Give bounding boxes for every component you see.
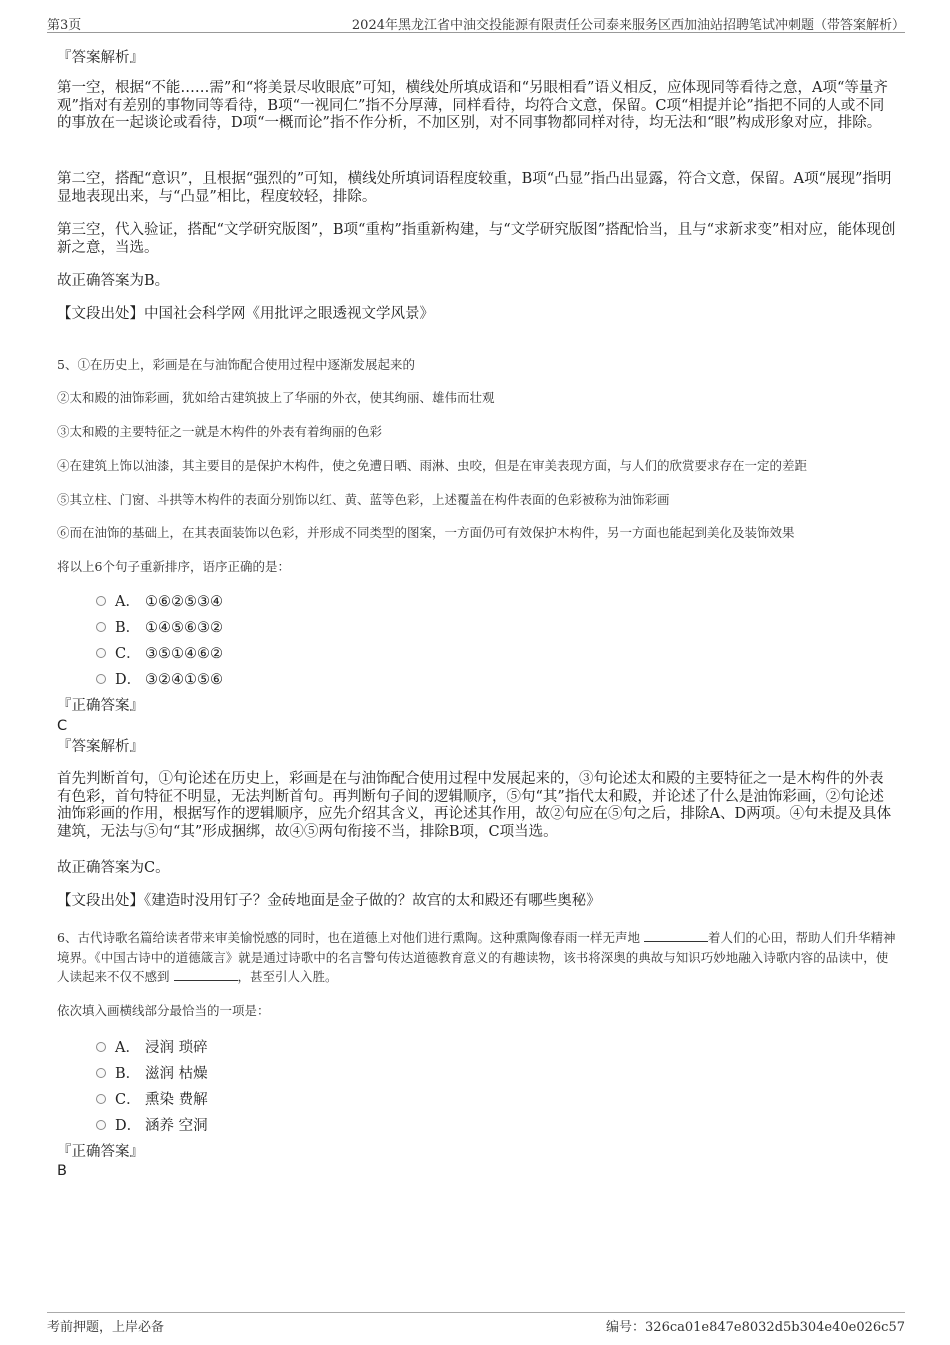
radio-icon[interactable] — [96, 1094, 106, 1104]
radio-icon[interactable] — [96, 596, 106, 606]
q4-conclusion: 故正确答案为B。 — [57, 273, 170, 289]
radio-icon[interactable] — [96, 1120, 106, 1130]
radio-icon[interactable] — [96, 648, 106, 658]
radio-icon[interactable] — [96, 622, 106, 632]
q5-sentence-5: ⑤其立柱、门窗、斗拱等木构件的表面分别饰以红、黄、蓝等色彩，上述覆盖在构件表面的色彩被称为油饰彩画 — [57, 492, 670, 507]
document-title: 2024年黑龙江省中油交投能源有限责任公司泰来服务区西加油站招聘笔试冲刺题（带答案解析） — [351, 18, 905, 33]
q6-stem: 6、古代诗歌名篇给读者带来审美愉悦感的同时，也在道德上对他们进行熏陶。这种熏陶像春雨一样无声地 着人们的心田，帮助人们升华精神境界。《中国古诗中的道德箴言》就是通过诗歌中的名言警句传达道德教育意义的有趣读物，该书将深奥的典故与知识巧妙地融入诗歌内容的品读中，使人读起来不仅不感到 ，甚至引人入胜。 — [57, 930, 896, 984]
document-id: 编号：326ca01e847e8032d5b304e40e026c57 — [606, 1320, 905, 1335]
q4-analysis-para2: 第二空，搭配“意识”，且根据“强烈的”可知，横线处所填词语程度较重，B项“凸显”指凸出显露，符合文意，保留。A项“展现”指明显地表现出来，与“凸显”相比，程度较轻，排除。 — [57, 171, 892, 205]
q5-analysis: 首先判断首句，①句论述在历史上，彩画是在与油饰配合使用过程中发展起来的，③句论述太和殿的主要特征之一是木构件的外表有色彩，首句特征不明显，无法判断首句。再判断句子间的逻辑顺序，⑤句“其”指代太和殿，并论述了什么是油饰彩画，②句论述油饰彩画的作用，根据写作的逻辑顺序，应先介绍其含义，再论述其作用，故②句应在⑤句之后，排除A、D两项。④句未提及具体建筑，无法与⑤句“其”形成捆绑，故④⑤两句衔接不当，排除B项，C项当选。 — [57, 771, 892, 840]
q4-analysis-para1: 第一空，根据“不能……需”和“将美景尽收眼底”可知，横线处所填成语和“另眼相看”语义相反，应体现同等看待之意，A项“等量齐观”指对有差别的事物同等看待，B项“一视同仁”指不分厚薄，同样看待，均符合文意，保留。C项“相提并论”指把不同的人或不同的事放在一起谈论或看待，D项“一概而论”指不作分析，不加区别，对不同事物都同样对待，均无法和“眼”构成形象对应，排除。 — [57, 80, 888, 131]
blank-line — [644, 929, 708, 942]
q6-option-b[interactable]: B． 滋润 枯燥 — [96, 1065, 208, 1083]
q5-option-b[interactable]: B． ①④⑤⑥③② — [96, 619, 223, 637]
footer-slogan: 考前押题，上岸必备 — [47, 1320, 165, 1335]
q5-prompt: 将以上6个句子重新排序，语序正确的是： — [57, 559, 290, 574]
radio-icon[interactable] — [96, 1068, 106, 1078]
q5-sentence-1: 5、①在历史上，彩画是在与油饰配合使用过程中逐渐发展起来的 — [57, 357, 415, 372]
q6-option-c[interactable]: C． 熏染 费解 — [96, 1091, 208, 1109]
q6-prompt: 依次填入画横线部分最恰当的一项是： — [57, 1003, 270, 1018]
q5-conclusion: 故正确答案为C。 — [57, 860, 170, 876]
q5-option-d[interactable]: D． ③②④①⑤⑥ — [96, 671, 223, 689]
q6-answer-label: 『正确答案』 — [57, 1144, 144, 1160]
q5-sentence-6: ⑥而在油饰的基础上，在其表面装饰以色彩，并形成不同类型的图案，一方面仍可有效保护木构件，另一方面也能起到美化及装饰效果 — [57, 525, 795, 540]
q6-option-d[interactable]: D． 涵养 空洞 — [96, 1117, 208, 1135]
q5-option-a[interactable]: A． ①⑥②⑤③④ — [96, 593, 223, 611]
q4-analysis-para3: 第三空，代入验证，搭配“文学研究版图”，B项“重构”指重新构建，与“文学研究版图”搭配恰当，且与“求新求变”相对应，能体现创新之意，当选。 — [57, 222, 896, 256]
page-number: 第3页 — [47, 18, 82, 33]
page-header — [47, 12, 905, 33]
q5-sentence-3: ③太和殿的主要特征之一就是木构件的外表有着绚丽的色彩 — [57, 424, 383, 439]
q5-analysis-label: 『答案解析』 — [57, 739, 144, 755]
q6-option-a[interactable]: A． 浸润 琐碎 — [96, 1039, 208, 1057]
q5-sentence-2: ②太和殿的油饰彩画，犹如给古建筑披上了华丽的外衣，使其绚丽、雄伟而壮观 — [57, 390, 495, 405]
q5-option-c[interactable]: C． ③⑤①④⑥② — [96, 645, 223, 663]
blank-line — [174, 968, 238, 981]
radio-icon[interactable] — [96, 1042, 106, 1052]
q4-analysis-label: 『答案解析』 — [57, 50, 144, 66]
q5-source: 【文段出处】《建造时没用钉子？金砖地面是金子做的？故宫的太和殿还有哪些奥秘》 — [57, 893, 601, 909]
q6-answer: B — [57, 1163, 67, 1179]
page-footer — [47, 1312, 905, 1335]
q5-sentence-4: ④在建筑上饰以油漆，其主要目的是保护木构件，使之免遭日晒、雨淋、虫咬，但是在审美表现方面，与人们的欣赏要求存在一定的差距 — [57, 458, 808, 473]
radio-icon[interactable] — [96, 674, 106, 684]
q5-answer: C — [57, 718, 68, 734]
q4-source: 【文段出处】中国社会科学网《用批评之眼透视文学风景》 — [57, 306, 434, 322]
q5-answer-label: 『正确答案』 — [57, 698, 144, 714]
